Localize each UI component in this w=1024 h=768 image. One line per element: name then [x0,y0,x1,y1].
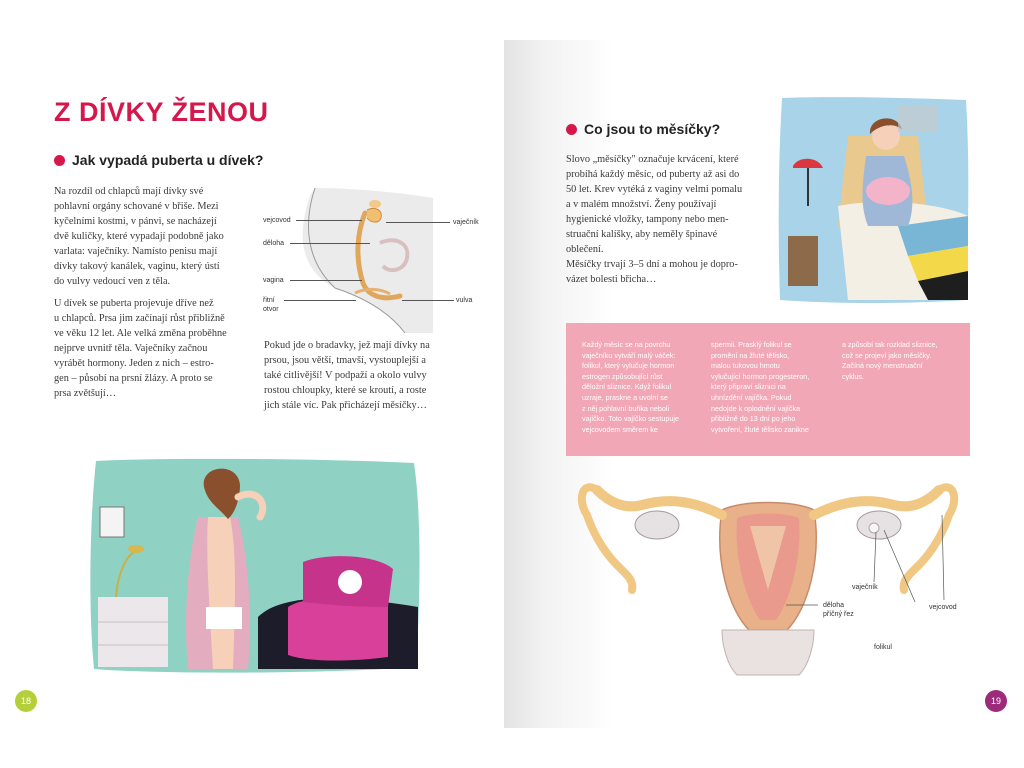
bullet-icon [566,124,577,135]
text-line: vylučující hormon progesteron, [711,371,810,381]
label-vejcovod: vejcovod [929,604,957,611]
anatomy-side-diagram [295,188,435,333]
text-line: do vulvy vedoucí ven z těla. [54,276,171,287]
text-line: přibližně do 13 dní po jeho [711,414,796,424]
text-line: varlata: vaječníky. Namísto penisu mají [54,246,218,257]
label-vajecnik: vaječník [453,219,479,226]
text-line: pohlavní orgány schované v břiše. Mezi [54,201,219,212]
text-line: uhnízdění vajíčka. Pokud [711,392,792,402]
text-line: Slovo „měsíčky" označuje krvácení, které [566,154,739,165]
text-line: což se projeví jako měsíčky. [842,350,932,360]
text-line: oblečení. [566,244,604,255]
text-line: malou tukovou hmotu [711,361,780,371]
text-line: cyklus. [842,371,864,381]
label-vulva: vulva [456,297,473,304]
text-line: rostou chloupky, které se kroutí, a roste [264,385,427,396]
text-line: ve věku 12 let. Ale velká změna proběhne [54,328,227,339]
info-box-column-1 [582,340,679,435]
text-line: hygienické vložky, tampony nebo men- [566,214,729,225]
paragraph-2 [54,296,227,401]
text-line: uzraje, praskne a uvolní se [582,392,668,402]
text-line: vytvoření, žluté tělísko zanikne [711,424,809,434]
text-line: gen – působí na prsní žlázy. A proto se [54,373,213,384]
text-line: Každý měsíc se na povrchu [582,340,671,349]
leader-line [290,243,370,244]
label-ritni-otvor [263,296,279,314]
page-number-right: 19 [985,690,1007,712]
text-line: estrogen způsobující růst [582,371,663,381]
page-title: Z DÍVKY ŽENOU [54,97,269,127]
girl-mirror-illustration [88,457,422,675]
bullet-icon [54,155,65,166]
label-vajecnik: vaječník [852,584,878,591]
paragraph-1 [54,184,224,289]
text-line: vejcovodem směrem ke [582,424,658,434]
text-line: a způsobí tak rozklad sliznice, [842,340,938,349]
text-line: jich stále víc. Pak přicházejí měsíčky… [264,400,427,411]
text-line: z něj pohlavní buňka neboli [582,403,670,413]
text-line: prsou, jsou větší, tmavší, vystouplejší a [264,355,426,366]
label-line: otvor [263,306,279,313]
text-line: nejprve uvnitř těla. Vaječníky začnou [54,343,208,354]
text-line: Začíná nový menstruační [842,361,923,371]
paragraph-menstruation [566,152,742,287]
info-box-column-2 [711,340,809,435]
text-line: vyrábět hormony. Jeden z nich – estro- [54,358,214,369]
text-line: také citlivější! V podpaží a okolo vulvy [264,370,427,381]
section-heading-menstruation [566,121,720,137]
uterus-diagram [572,470,964,680]
heading-text: Co jsou to měsíčky? [584,121,721,137]
leader-line [290,280,362,281]
label-vejcovod: vejcovod [263,217,291,224]
leader-line [296,220,362,221]
text-line: vajíčko. Toto vajíčko sestupuje [582,414,679,424]
paragraph-3 [264,338,430,413]
label-line: děloha [823,602,845,609]
text-line: vázet bolesti břicha… [566,274,657,285]
page-number-left: 18 [15,690,37,712]
label-line: řitní [263,297,275,304]
text-line: struační kalíšky, aby neměly špinavé [566,229,718,240]
text-line: kyčelními kostmi, v pánvi, se nacházejí [54,216,217,227]
label-line: příčný řez [823,611,854,618]
text-line: 50 let. Krev vytéká z vaginy velmi pomalu [566,184,743,195]
text-line: prsa zvětšují… [54,388,117,399]
text-line: spermii. Prasklý folikul se [711,340,792,349]
label-deloha-pricny-rez [823,601,854,619]
label-vagina: vagina [263,277,284,284]
text-line: probíhá každý měsíc, od puberty až asi do [566,169,740,180]
section-heading-puberty [54,152,263,168]
text-line: děložní sliznice. Když folikul [582,382,672,392]
label-folikul: folikul [874,644,892,651]
text-line: který připraví sliznici na [711,382,786,392]
text-line: U dívek se puberta projevuje dříve než [54,298,214,309]
text-line: nedojde k oplodnění vajíčka [711,403,801,413]
text-line: Na rozdíl od chlapců mají dívky své [54,186,204,197]
text-line: a v malém množství. Ženy používají [566,199,717,210]
leader-line [284,300,356,301]
text-line: folikul, který vylučuje hormon [582,361,675,371]
text-line: dívky takový kanálek, vaginu, který ústí [54,261,220,272]
info-box-column-3 [842,340,937,382]
label-deloha: děloha [263,240,285,247]
girl-on-bed-illustration [778,96,970,304]
text-line: u chlapců. Prsa jim začínají růst přibližně [54,313,225,324]
text-line: dvě kuličky, které vypadají podobně jako [54,231,224,242]
text-line: vaječníku vytváří malý váček: [582,350,676,360]
text-line: promění na žluté tělísko, [711,350,790,360]
text-line: Pokud jde o bradavky, jež mají dívky na [264,340,430,351]
heading-text: Jak vypadá puberta u dívek? [72,152,264,168]
text-line: Měsíčky trvají 3–5 dní a mohou je dopro- [566,259,738,270]
leader-line [402,300,454,301]
leader-line [386,222,450,223]
